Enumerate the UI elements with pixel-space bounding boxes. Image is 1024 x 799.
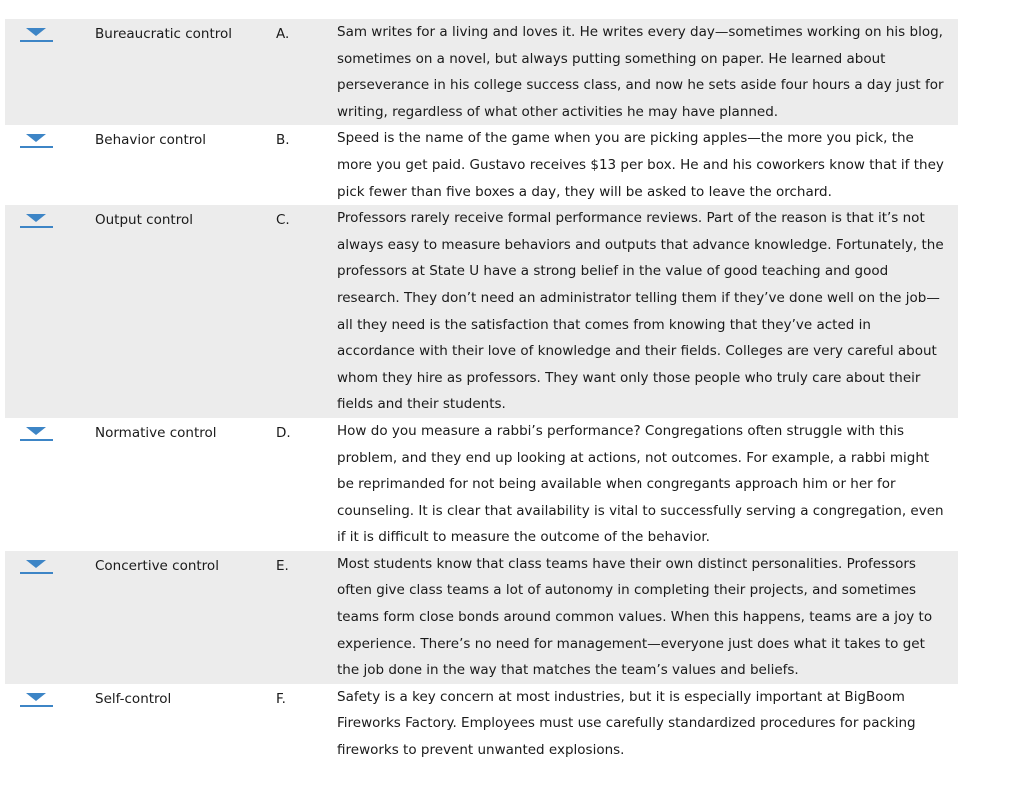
caret-down-icon — [26, 214, 46, 222]
scenario-description: Most students know that class teams have their own distinct personalities. Professors often give class teams a lot of autonomy in completing their projects, and sometimes teams form close bonds around common values. When this happens, teams are a joy to experience. There’s no need for management—everyone just does what it takes to get the job done in the way that matches the team’s values and beliefs. — [337, 555, 933, 679]
answer-dropdown[interactable] — [20, 211, 53, 231]
option-letter: A. — [276, 26, 290, 42]
answer-dropdown[interactable] — [20, 131, 53, 151]
option-letter: D. — [276, 424, 291, 441]
match-row — [5, 19, 958, 125]
scenario-description: Speed is the name of the game when you are picking apples—the more you pick, the more you get paid. Gustavo receives $13 per box. He and his coworkers know that if they pick fewer than five boxes a day, they will be asked to leave the orchard. — [337, 130, 944, 200]
option-letter: F. — [276, 690, 286, 707]
term-label: Normative control — [95, 424, 217, 441]
match-row — [5, 418, 958, 551]
term-label: Self-control — [95, 690, 172, 707]
matching-table — [5, 19, 958, 764]
term-label: Behavior control — [95, 132, 207, 149]
scenario-description: Sam writes for a living and loves it. He writes every day—sometimes working on his blog, sometimes on a novel, but always putting something on paper. He learned about perseverance in his college success class, and now he sets aside four hours a day just for writing, regardless of what other activities he may have planned. — [337, 24, 944, 120]
match-row — [5, 551, 958, 684]
answer-dropdown[interactable] — [20, 690, 53, 710]
option-letter: C. — [276, 212, 290, 229]
caret-down-icon — [26, 28, 46, 36]
caret-down-icon — [26, 134, 46, 142]
answer-dropdown[interactable] — [20, 25, 53, 45]
scenario-description: How do you measure a rabbi’s performance? Congregations often struggle with this problem, and they end up looking at actions, not outcomes. For example, a rabbi might be reprimanded for not being available when congregants approach him or her for counseling. It is clear that availability is vital to successfully serving a congregation, even if it is difficult to measure the outcome of the behavior. — [337, 422, 944, 546]
term-label: Output control — [95, 212, 193, 229]
match-row — [5, 684, 958, 764]
option-letter: E. — [276, 557, 289, 574]
term-label: Bureaucratic control — [95, 26, 233, 42]
caret-down-icon — [26, 427, 46, 435]
answer-dropdown[interactable] — [20, 424, 53, 444]
match-row — [5, 205, 958, 418]
caret-down-icon — [26, 693, 46, 701]
term-label: Concertive control — [95, 557, 219, 574]
answer-dropdown[interactable] — [20, 557, 53, 577]
caret-down-icon — [26, 560, 46, 568]
match-row — [5, 125, 958, 205]
scenario-description: Safety is a key concern at most industries, but it is especially important at BigBoom Fireworks Factory. Employees must use carefully standardized procedures for packing fireworks to prevent unwanted explosions. — [337, 688, 916, 759]
scenario-description: Professors rarely receive formal performance reviews. Part of the reason is that it’s not always easy to measure behaviors and outputs that advance knowledge. Fortunately, the professors at State U have a strong belief in the value of good teaching and good research. They don’t need an administrator telling them if they’ve done well on the job—all they need is the satisfaction that comes from knowing that they’ve acted in accordance with their love of knowledge and their fields. Colleges are very careful about whom they hire as professors. They want only those people who truly care about their fields and their students. — [337, 210, 944, 413]
option-letter: B. — [276, 132, 290, 149]
